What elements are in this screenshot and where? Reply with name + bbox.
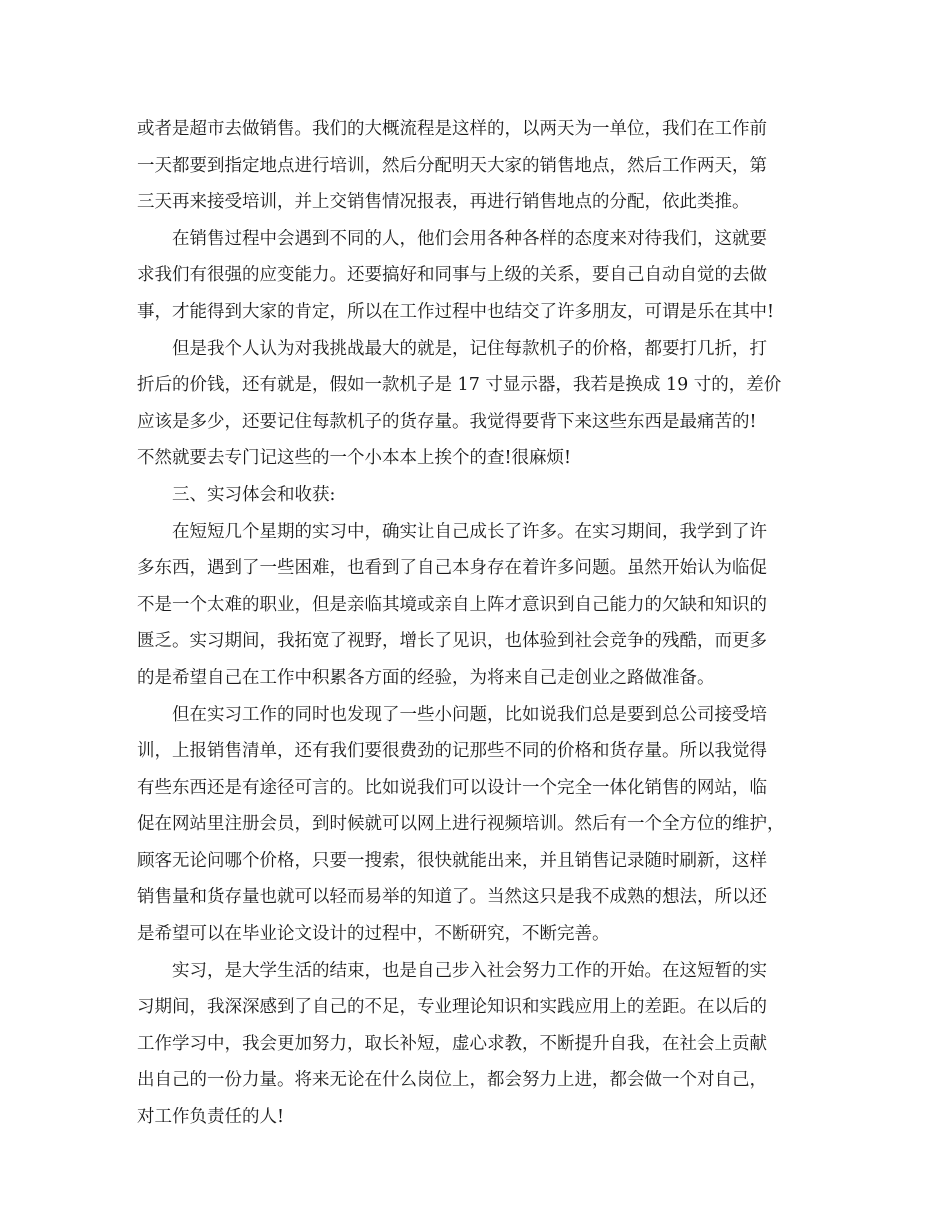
heading-text: 三、实习体会和收获: bbox=[172, 484, 336, 505]
text-line: 但在实习工作的同时也发现了一些小问题，比如说我们总是要到总公司接受培 bbox=[172, 704, 767, 725]
paragraph-6 bbox=[137, 953, 817, 1136]
paragraph-5 bbox=[137, 697, 817, 953]
text-line: 出自己的一份力量。将来无论在什么岗位上，都会努力上进，都会做一个对自己， bbox=[137, 1070, 767, 1091]
text-line: 实习，是大学生活的结束，也是自己步入社会努力工作的开始。在这短暂的实 bbox=[172, 960, 767, 981]
text-line: 折后的价钱，还有就是，假如一款机子是 17 寸显示器，我若是换成 19 寸的，差价 bbox=[137, 375, 782, 396]
text-line: 不是一个太难的职业，但是亲临其境或亲自上阵才意识到自己能力的欠缺和知识的 bbox=[137, 594, 767, 615]
text-line: 习期间，我深深感到了自己的不足，专业理论知识和实践应用上的差距。在以后的 bbox=[137, 997, 767, 1018]
text-line: 求我们有很强的应变能力。还要搞好和同事与上级的关系，要自己自动自觉的去做 bbox=[137, 265, 767, 286]
text-line: 但是我个人认为对我挑战最大的就是，记住每款机子的价格，都要打几折，打 bbox=[172, 338, 767, 359]
text-line: 是希望可以在毕业论文设计的过程中，不断研究，不断完善。 bbox=[137, 924, 610, 945]
text-line: 多东西，遇到了一些困难，也看到了自己本身存在着许多问题。虽然开始认为临促 bbox=[137, 558, 767, 579]
text-line: 三天再来接受培训，并上交销售情况报表，再进行销售地点的分配，依此类推。 bbox=[137, 192, 750, 213]
text-line: 匮乏。实习期间，我拓宽了视野，增长了见识，也体验到社会竞争的残酷，而更多 bbox=[137, 631, 767, 652]
paragraph-4 bbox=[137, 514, 817, 697]
text-line: 应该是多少，还要记住每款机子的货存量。我觉得要背下来这些东西是最痛苦的! bbox=[137, 411, 757, 432]
section-heading bbox=[137, 477, 817, 514]
text-line: 不然就要去专门记这些的一个小本本上挨个的查!很麻烦! bbox=[137, 448, 572, 469]
text-line: 或者是超市去做销售。我们的大概流程是这样的，以两天为一单位，我们在工作前 bbox=[137, 119, 767, 139]
text-line: 事，才能得到大家的肯定，所以在工作过程中也结交了许多朋友，可谓是乐在其中! bbox=[137, 301, 775, 322]
text-line: 的是希望自己在工作中积累各方面的经验，为将来自己走创业之路做准备。 bbox=[137, 667, 715, 688]
text-line: 对工作负责任的人! bbox=[137, 1107, 285, 1128]
text-line: 顾客无论问哪个价格，只要一搜索，很快就能出来，并且销售记录随时刷新，这样 bbox=[137, 850, 767, 871]
paragraph-2 bbox=[137, 221, 817, 331]
paragraph-1 bbox=[137, 111, 817, 221]
text-line: 有些东西还是有途径可言的。比如说我们可以设计一个完全一体化销售的网站，临 bbox=[137, 777, 767, 798]
text-line: 一天都要到指定地点进行培训，然后分配明天大家的销售地点，然后工作两天，第 bbox=[137, 155, 767, 176]
text-line: 在销售过程中会遇到不同的人，他们会用各种各样的态度来对待我们，这就要 bbox=[172, 228, 767, 249]
text-line: 工作学习中，我会更加努力，取长补短，虚心求教，不断提升自我，在社会上贡献 bbox=[137, 1033, 767, 1054]
text-line: 在短短几个星期的实习中，确实让自己成长了许多。在实习期间，我学到了许 bbox=[172, 521, 767, 542]
text-line: 训，上报销售清单，还有我们要很费劲的记那些不同的价格和货存量。所以我觉得 bbox=[137, 741, 767, 762]
paragraph-3 bbox=[137, 331, 817, 477]
text-line: 促在网站里注册会员，到时候就可以网上进行视频培训。然后有一个全方位的维护， bbox=[137, 814, 785, 835]
text-line: 销售量和货存量也就可以轻而易举的知道了。当然这只是我不成熟的想法，所以还 bbox=[137, 887, 767, 908]
document-body bbox=[137, 111, 817, 1136]
